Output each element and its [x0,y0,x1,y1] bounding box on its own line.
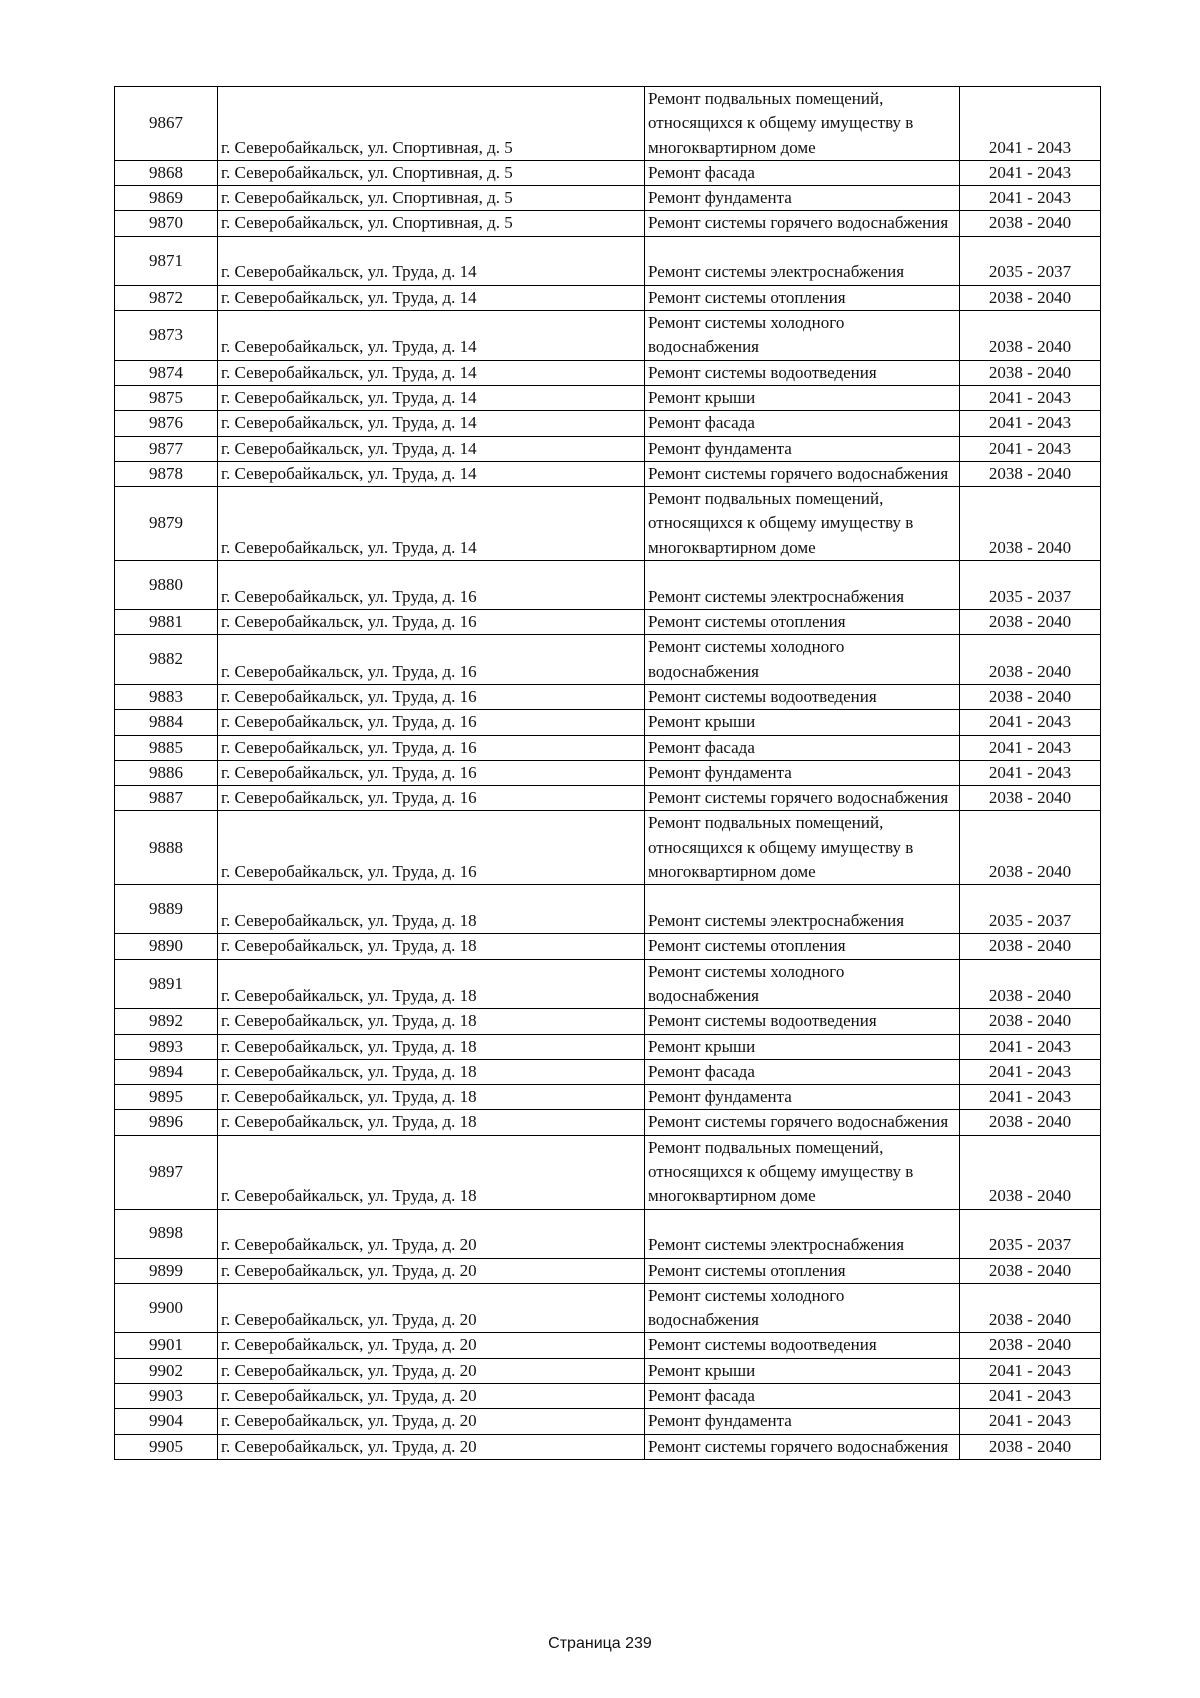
row-number-cell: 9896 [115,1110,218,1135]
work-type-cell: Ремонт системы отопления [645,610,960,635]
table-row [115,385,1101,410]
address-cell: г. Северобайкальск, ул. Спортивная, д. 5 [218,211,645,236]
years-cell: 2041 - 2043 [960,710,1101,735]
table-body [115,87,1101,1460]
years-cell: 2038 - 2040 [960,1333,1101,1358]
years-cell: 2038 - 2040 [960,684,1101,709]
address-cell: г. Северобайкальск, ул. Труда, д. 14 [218,360,645,385]
table-row [115,1358,1101,1383]
years-cell: 2041 - 2043 [960,385,1101,410]
table-row [115,786,1101,811]
address-cell: г. Северобайкальск, ул. Труда, д. 16 [218,786,645,811]
address-cell: г. Северобайкальск, ул. Труда, д. 16 [218,684,645,709]
table-row [115,186,1101,211]
table-row [115,959,1101,1009]
row-number-cell: 9867 [115,87,218,161]
row-number-cell: 9903 [115,1384,218,1409]
table-row [115,487,1101,561]
row-number-cell: 9870 [115,211,218,236]
address-cell: г. Северобайкальск, ул. Труда, д. 16 [218,561,645,610]
years-cell: 2038 - 2040 [960,786,1101,811]
work-type-cell: Ремонт подвальных помещений, относящихся к общему имуществу в многоквартирном доме [645,487,960,561]
row-number-cell: 9877 [115,436,218,461]
row-number-cell: 9888 [115,811,218,885]
years-cell: 2038 - 2040 [960,610,1101,635]
work-type-cell: Ремонт системы холодного водоснабжения [645,635,960,685]
row-number-cell: 9883 [115,684,218,709]
table-row [115,1409,1101,1434]
address-cell: г. Северобайкальск, ул. Труда, д. 20 [218,1434,645,1459]
table-row [115,461,1101,486]
work-type-cell: Ремонт системы горячего водоснабжения [645,211,960,236]
row-number-cell: 9895 [115,1085,218,1110]
years-cell: 2041 - 2043 [960,1085,1101,1110]
row-number-cell: 9891 [115,959,218,1009]
address-cell: г. Северобайкальск, ул. Труда, д. 18 [218,959,645,1009]
table-row [115,1333,1101,1358]
work-type-cell: Ремонт системы холодного водоснабжения [645,1283,960,1333]
address-cell: г. Северобайкальск, ул. Труда, д. 20 [218,1333,645,1358]
table-row [115,1110,1101,1135]
address-cell: г. Северобайкальск, ул. Спортивная, д. 5 [218,186,645,211]
address-cell: г. Северобайкальск, ул. Труда, д. 16 [218,710,645,735]
row-number-cell: 9876 [115,411,218,436]
years-cell: 2038 - 2040 [960,1135,1101,1209]
row-number-cell: 9874 [115,360,218,385]
address-cell: г. Северобайкальск, ул. Труда, д. 14 [218,436,645,461]
work-type-cell: Ремонт системы водоотведения [645,684,960,709]
work-type-cell: Ремонт подвальных помещений, относящихся к общему имуществу в многоквартирном доме [645,1135,960,1209]
years-cell: 2041 - 2043 [960,1034,1101,1059]
row-number-cell: 9901 [115,1333,218,1358]
work-type-cell: Ремонт крыши [645,1358,960,1383]
row-number-cell: 9881 [115,610,218,635]
address-cell: г. Северобайкальск, ул. Труда, д. 16 [218,735,645,760]
table-row [115,311,1101,361]
years-cell: 2041 - 2043 [960,1059,1101,1084]
address-cell: г. Северобайкальск, ул. Спортивная, д. 5 [218,87,645,161]
years-cell: 2041 - 2043 [960,760,1101,785]
table-row [115,1384,1101,1409]
address-cell: г. Северобайкальск, ул. Труда, д. 20 [218,1209,645,1258]
table-row [115,934,1101,959]
row-number-cell: 9890 [115,934,218,959]
table-row [115,211,1101,236]
work-type-cell: Ремонт системы горячего водоснабжения [645,461,960,486]
row-number-cell: 9904 [115,1409,218,1434]
years-cell: 2038 - 2040 [960,959,1101,1009]
row-number-cell: 9871 [115,236,218,285]
row-number-cell: 9894 [115,1059,218,1084]
work-type-cell: Ремонт подвальных помещений, относящихся к общему имуществу в многоквартирном доме [645,811,960,885]
table-row [115,1085,1101,1110]
table-row [115,160,1101,185]
row-number-cell: 9892 [115,1009,218,1034]
years-cell: 2038 - 2040 [960,285,1101,310]
table-row [115,1283,1101,1333]
row-number-cell: 9868 [115,160,218,185]
work-type-cell: Ремонт системы горячего водоснабжения [645,1110,960,1135]
row-number-cell: 9893 [115,1034,218,1059]
years-cell: 2041 - 2043 [960,1358,1101,1383]
row-number-cell: 9900 [115,1283,218,1333]
work-type-cell: Ремонт фасада [645,1059,960,1084]
row-number-cell: 9885 [115,735,218,760]
table-row [115,1258,1101,1283]
years-cell: 2038 - 2040 [960,811,1101,885]
years-cell: 2041 - 2043 [960,735,1101,760]
row-number-cell: 9882 [115,635,218,685]
row-number-cell: 9902 [115,1358,218,1383]
work-type-cell: Ремонт фасада [645,735,960,760]
work-type-cell: Ремонт системы холодного водоснабжения [645,311,960,361]
work-type-cell: Ремонт фасада [645,1384,960,1409]
table-row [115,1135,1101,1209]
years-cell: 2038 - 2040 [960,360,1101,385]
address-cell: г. Северобайкальск, ул. Труда, д. 18 [218,934,645,959]
address-cell: г. Северобайкальск, ул. Труда, д. 20 [218,1258,645,1283]
table-row [115,436,1101,461]
row-number-cell: 9887 [115,786,218,811]
address-cell: г. Северобайкальск, ул. Спортивная, д. 5 [218,160,645,185]
address-cell: г. Северобайкальск, ул. Труда, д. 16 [218,635,645,685]
years-cell: 2038 - 2040 [960,1434,1101,1459]
table-row [115,885,1101,934]
work-type-cell: Ремонт системы электроснабжения [645,885,960,934]
work-type-cell: Ремонт системы электроснабжения [645,1209,960,1258]
table-row [115,561,1101,610]
row-number-cell: 9879 [115,487,218,561]
row-number-cell: 9873 [115,311,218,361]
row-number-cell: 9878 [115,461,218,486]
table-row [115,610,1101,635]
years-cell: 2038 - 2040 [960,1110,1101,1135]
table-row [115,635,1101,685]
years-cell: 2041 - 2043 [960,160,1101,185]
page-number: Страница 239 [548,1635,652,1652]
address-cell: г. Северобайкальск, ул. Труда, д. 18 [218,1110,645,1135]
address-cell: г. Северобайкальск, ул. Труда, д. 16 [218,811,645,885]
row-number-cell: 9897 [115,1135,218,1209]
work-type-cell: Ремонт системы отопления [645,1258,960,1283]
work-type-cell: Ремонт системы холодного водоснабжения [645,959,960,1009]
address-cell: г. Северобайкальск, ул. Труда, д. 18 [218,1009,645,1034]
work-type-cell: Ремонт системы водоотведения [645,1009,960,1034]
address-cell: г. Северобайкальск, ул. Труда, д. 14 [218,236,645,285]
table-row [115,760,1101,785]
work-type-cell: Ремонт подвальных помещений, относящихся к общему имуществу в многоквартирном доме [645,87,960,161]
work-type-cell: Ремонт крыши [645,1034,960,1059]
work-type-cell: Ремонт фундамента [645,436,960,461]
years-cell: 2038 - 2040 [960,211,1101,236]
years-cell: 2041 - 2043 [960,87,1101,161]
address-cell: г. Северобайкальск, ул. Труда, д. 18 [218,1034,645,1059]
row-number-cell: 9884 [115,710,218,735]
years-cell: 2041 - 2043 [960,1409,1101,1434]
address-cell: г. Северобайкальск, ул. Труда, д. 16 [218,760,645,785]
table-row [115,1434,1101,1459]
work-type-cell: Ремонт крыши [645,385,960,410]
row-number-cell: 9869 [115,186,218,211]
table-row [115,684,1101,709]
work-type-cell: Ремонт системы водоотведения [645,1333,960,1358]
address-cell: г. Северобайкальск, ул. Труда, д. 20 [218,1384,645,1409]
work-type-cell: Ремонт фундамента [645,1085,960,1110]
work-type-cell: Ремонт фундамента [645,1409,960,1434]
row-number-cell: 9898 [115,1209,218,1258]
table-row [115,1209,1101,1258]
row-number-cell: 9880 [115,561,218,610]
address-cell: г. Северобайкальск, ул. Труда, д. 20 [218,1283,645,1333]
work-type-cell: Ремонт системы горячего водоснабжения [645,1434,960,1459]
row-number-cell: 9905 [115,1434,218,1459]
address-cell: г. Северобайкальск, ул. Труда, д. 16 [218,610,645,635]
address-cell: г. Северобайкальск, ул. Труда, д. 18 [218,1085,645,1110]
years-cell: 2035 - 2037 [960,1209,1101,1258]
work-type-cell: Ремонт крыши [645,710,960,735]
work-type-cell: Ремонт фасада [645,411,960,436]
years-cell: 2035 - 2037 [960,236,1101,285]
years-cell: 2038 - 2040 [960,1009,1101,1034]
row-number-cell: 9899 [115,1258,218,1283]
years-cell: 2038 - 2040 [960,311,1101,361]
table-row [115,735,1101,760]
years-cell: 2035 - 2037 [960,885,1101,934]
table-row [115,710,1101,735]
address-cell: г. Северобайкальск, ул. Труда, д. 14 [218,487,645,561]
years-cell: 2038 - 2040 [960,461,1101,486]
row-number-cell: 9872 [115,285,218,310]
years-cell: 2038 - 2040 [960,1283,1101,1333]
table-row [115,411,1101,436]
years-cell: 2038 - 2040 [960,1258,1101,1283]
address-cell: г. Северобайкальск, ул. Труда, д. 14 [218,385,645,410]
table-row [115,1059,1101,1084]
years-cell: 2038 - 2040 [960,934,1101,959]
table-row [115,811,1101,885]
work-type-cell: Ремонт системы отопления [645,934,960,959]
work-type-cell: Ремонт системы отопления [645,285,960,310]
table-row [115,87,1101,161]
years-cell: 2041 - 2043 [960,1384,1101,1409]
row-number-cell: 9886 [115,760,218,785]
address-cell: г. Северобайкальск, ул. Труда, д. 18 [218,885,645,934]
years-cell: 2041 - 2043 [960,186,1101,211]
address-cell: г. Северобайкальск, ул. Труда, д. 14 [218,461,645,486]
years-cell: 2038 - 2040 [960,635,1101,685]
years-cell: 2041 - 2043 [960,411,1101,436]
work-type-cell: Ремонт системы водоотведения [645,360,960,385]
table-row [115,236,1101,285]
years-cell: 2041 - 2043 [960,436,1101,461]
work-type-cell: Ремонт фундамента [645,186,960,211]
years-cell: 2035 - 2037 [960,561,1101,610]
table-row [115,360,1101,385]
work-type-cell: Ремонт фасада [645,160,960,185]
address-cell: г. Северобайкальск, ул. Труда, д. 20 [218,1358,645,1383]
work-type-cell: Ремонт системы электроснабжения [645,236,960,285]
table-row [115,1034,1101,1059]
address-cell: г. Северобайкальск, ул. Труда, д. 14 [218,311,645,361]
row-number-cell: 9875 [115,385,218,410]
work-type-cell: Ремонт системы электроснабжения [645,561,960,610]
table-row [115,1009,1101,1034]
address-cell: г. Северобайкальск, ул. Труда, д. 20 [218,1409,645,1434]
address-cell: г. Северобайкальск, ул. Труда, д. 18 [218,1059,645,1084]
address-cell: г. Северобайкальск, ул. Труда, д. 14 [218,411,645,436]
address-cell: г. Северобайкальск, ул. Труда, д. 18 [218,1135,645,1209]
years-cell: 2038 - 2040 [960,487,1101,561]
table-row [115,285,1101,310]
address-cell: г. Северобайкальск, ул. Труда, д. 14 [218,285,645,310]
work-type-cell: Ремонт фундамента [645,760,960,785]
row-number-cell: 9889 [115,885,218,934]
work-type-cell: Ремонт системы горячего водоснабжения [645,786,960,811]
repair-schedule-table [114,86,1101,1460]
